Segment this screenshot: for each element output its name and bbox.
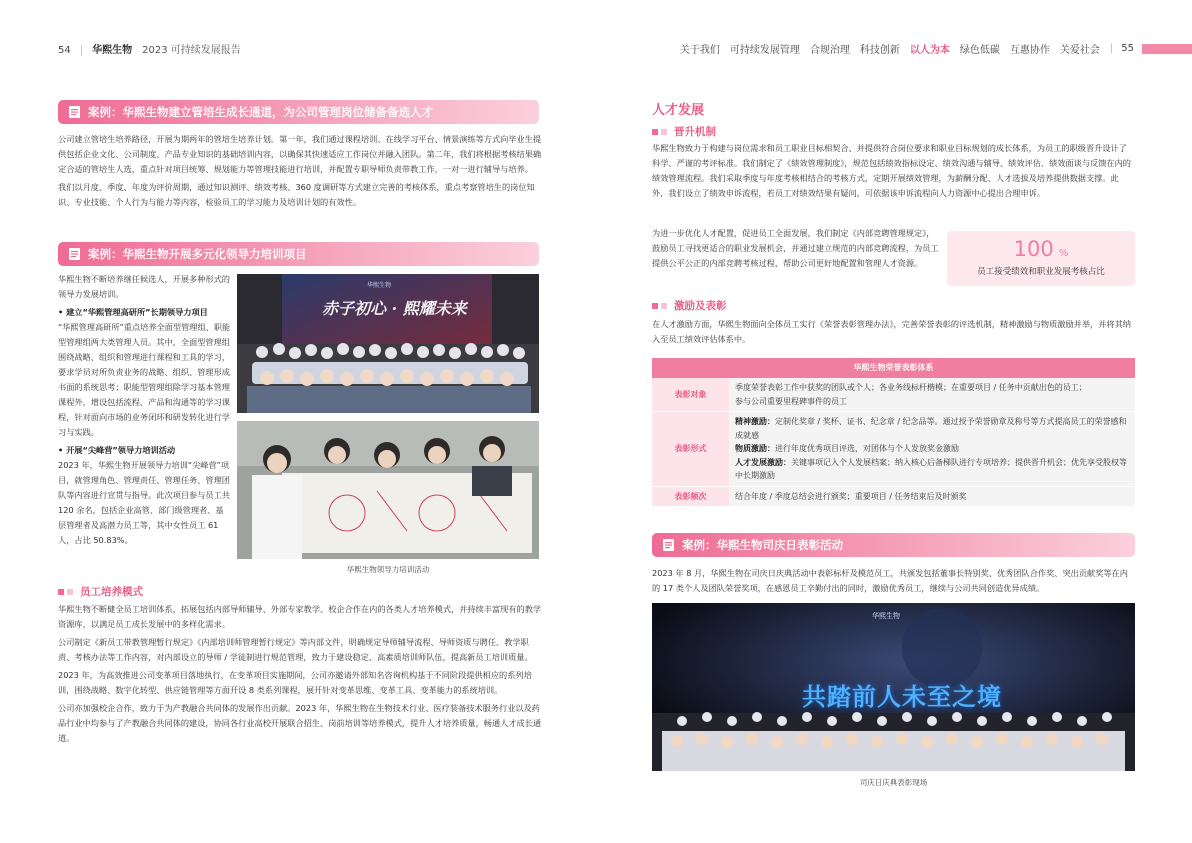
page-header-left: 54 | 华熙生物 2023 可持续发展报告 [58, 45, 241, 56]
photo-banner-text-3: 共踏前人未至之境 [802, 683, 1002, 711]
promotion-paragraph-1: 华熙生物致力于构建与岗位需求和员工职业目标相契合、并提供符合岗位要求和职业目标规划的成长体系，为员工的职级晋升设计了科学、严谨的考评标准。我们制定了《绩效管理制度》，规范包括绩效指标设定、绩效沟通与辅导、绩效评估、绩效面谈与反馈在内的绩效管理流程。我们采取季度与年度考核相结合的考核方式，定期开展绩效管理，为薪酬分配、人才选拔及培养提供数据支撑。此外，我们设立了绩效申诉流程，若员工对绩效结果有疑问，可依据该申诉流程向人力资源中心提出合理申诉。 [652, 143, 1131, 198]
nav-green[interactable]: 绿色低碳 [959, 45, 1000, 56]
promotion-body [652, 141, 1135, 204]
report-title: 2023 可持续发展报告 [142, 45, 241, 56]
page-number-right: 55 [1121, 43, 1134, 54]
case-title-1: 案例：华熙生物建立管培生成长通道，为公司管理岗位储备备选人才 [88, 105, 433, 119]
award-row-line [735, 490, 1129, 504]
header-accent-bar [1142, 44, 1192, 54]
award-table-row [652, 486, 1135, 507]
award-row-line [735, 381, 1129, 395]
award-table-row [652, 378, 1135, 412]
section-staff-training [58, 584, 143, 599]
reward-paragraph-1: 在人才激励方面，华熙生物面向全体员工实行《荣誉表彰管理办法》，完善荣誉表彰的评选机制，精神激励与物质激励并举，并将其纳入至员工绩效评估体系中。 [652, 319, 1131, 344]
brand-name: 华熙生物 [92, 45, 133, 56]
award-row-label: 表彰形式 [652, 412, 729, 487]
staff-paragraph-4: 公司亦加强校企合作，致力于为产教融合共同体的发展作出贡献。2023 年，华熙生物在生物技术行业、医疗装备技术服务行业以及药品行业中均参与了产教融合共同体的建设，协同各行业高校开展联合招生、岗前培训等培养模式，提升人才培养质量，畅通人才成长通道。 [58, 703, 542, 743]
document-icon [68, 105, 81, 119]
staff-paragraph-2: 公司制定《新员工带教管理暂行规定》《内部培训师管理暂行规定》等内部文件，明确规定导师辅导流程、导师资质与聘任、教学职责、考核办法等工作内容，对内部设立的导师 / 学徒制进行规范管理，致力于建设稳定、高素质培训师队伍，提高新员工培训质量。 [58, 637, 533, 662]
case2-bullet-2-text: 2023 年，华熙生物开展领导力培训“尖峰营”项目，就管理角色、管理责任、管理任务、管理团队等内容进行宣贯与指导。此次项目参与员工共 120 余名，包括企业高管、部门级管理者、基层管理者及高潜力员工等，其中女性员工 61 人，占比 50.83%。 [58, 460, 230, 545]
photo-caption-1: 华熙生物领导力培训活动 [346, 565, 430, 574]
promotion-paragraph-2: 为进一步优化人才配置，促进员工全面发展，我们制定《内部竞聘管理规定》，鼓励员工寻找更适合的职业发展机会，并通过建立规范的内部竞聘流程，为员工提供公平公正的内部竞聘考核过程，帮助公司更好地配置和管理人才资源。 [652, 228, 939, 268]
case2-bullet-1-text: “华熙管理高研所”重点培养全面型管理组、职能型管理组两大类管理人员。其中，全面型管理组围绕战略、组织和管理进行课程和工具的学习，要求学员对所负责业务的战略、组织、管理形成书面的系统思考；职能型管理组除学习基本管理课程外，增设包括流程、产品和沟通等的学习课程，针对面向市场的业务闭环和研发转化进行学习与实践。 [58, 322, 231, 437]
award-table-heading: 华熙生物荣誉表彰体系 [652, 358, 1135, 378]
promotion-body-2 [652, 226, 940, 274]
case-title-3: 案例：华熙生物司庆日表彰活动 [682, 538, 843, 552]
section-nav: 关于我们 可持续发展管理 合规治理 科技创新 以人为本 绿色低碳 互惠协作 关爱社会 | 55 [670, 41, 1192, 56]
nav-about[interactable]: 关于我们 [679, 45, 720, 56]
document-icon [662, 538, 675, 552]
nav-governance[interactable]: 合规治理 [809, 45, 850, 56]
nav-innovation[interactable]: 科技创新 [859, 45, 900, 56]
award-row-line [735, 456, 1129, 483]
award-row-label: 表彰对象 [652, 378, 729, 412]
case2-intro: 华熙生物不断培养继任候选人，开展多种形式的领导力发展培训。 [58, 274, 230, 299]
stat-unit: % [1058, 248, 1069, 259]
photo-logo-3: 华熙生物 [872, 612, 900, 620]
case-banner-1 [58, 100, 539, 124]
award-line-text: 关键事项记入个人发展档案；纳入核心后备梯队进行专项培养；提供晋升机会；优先享受股权等中长期激励 [735, 457, 1127, 480]
anniversary-photo [652, 603, 1135, 771]
case2-body [58, 272, 231, 551]
stat-value: 100 [1013, 237, 1054, 261]
award-line-lead: 物质激励： [735, 444, 775, 453]
case-title-2: 案例：华熙生物开展多元化领导力培训项目 [88, 247, 307, 261]
photo-logo-1: 华熙生物 [367, 282, 392, 289]
staff-body [58, 602, 542, 749]
leadership-workshop-photo [237, 421, 539, 559]
award-line-text: 结合年度 / 季度总结会进行颁奖；重要项目 / 任务结束后及时颁奖 [735, 491, 967, 501]
case3-paragraph-1: 2023 年 8 月，华熙生物在司庆日庆典活动中表彰标杆及模范员工，共颁发包括董事长特别奖、优秀团队合作奖、突出贡献奖等在内的 17 类个人及团队荣誉奖项，在感恩员工辛勤付出的同时，激励优秀员工，继续与公司共同创造优异成绩。 [652, 568, 1128, 593]
case3-body [652, 566, 1135, 599]
award-row-label: 表彰频次 [652, 486, 729, 507]
nav-society[interactable]: 关爱社会 [1059, 45, 1100, 56]
nav-collaboration[interactable]: 互惠协作 [1009, 45, 1050, 56]
document-icon [68, 247, 81, 261]
award-row-content [729, 378, 1135, 412]
reward-body [652, 317, 1135, 350]
section-title-staff: 员工培养模式 [80, 586, 143, 598]
award-row-line [735, 415, 1129, 442]
award-line-lead: 人才发展激励： [735, 457, 791, 467]
section-reward [652, 298, 727, 313]
page-number-left: 54 [58, 45, 71, 56]
award-line-lead: 精神激励： [735, 417, 775, 426]
case-banner-3 [652, 533, 1135, 557]
case2-bullet-1-title: • 建立“华熙管理高研所”长期领导力项目 [58, 307, 208, 317]
award-table-body [652, 378, 1135, 507]
award-table [652, 358, 1135, 507]
section-promotion [652, 124, 716, 139]
award-line-text: 进行年度优秀项目评选，对团体与个人发放奖金激励 [775, 444, 959, 453]
award-line-text: 参与公司重要里程碑事件的员工 [735, 396, 847, 406]
stat-label: 员工接受绩效和职业发展考核占比 [977, 267, 1105, 277]
section-title-promotion: 晋升机制 [674, 126, 716, 138]
award-row-line [735, 395, 1129, 409]
nav-sustainability[interactable]: 可持续发展管理 [729, 45, 800, 56]
case1-paragraph-2: 我们以月度、季度、年度为评价周期，通过知识测评、绩效考核、360 度调研等方式建立完善的考核体系，重点考察管培生的岗位知识、专业技能、个人行为与能力等内容，检验员工的学习能力及培训计划的有效性。 [58, 182, 535, 207]
award-line-text: 季度荣誉表彰工作中获奖的团队或个人；各业务线标杆楷模；在重要项目 / 任务中贡献出色的员工； [735, 383, 1087, 392]
staff-paragraph-3: 2023 年，为高效推进公司变革项目落地执行，在变革项目实施期间，公司亦邀请外部知名咨询机构基于不同阶段提供相应的系列培训，围绕战略、数字化转型、供应链管理等方面开设 8 类系列课程，展开针对变革思维、变革工具、变革能力的系统培训。 [58, 670, 532, 695]
group-photo-graphic [237, 274, 539, 413]
workshop-photo-graphic [237, 421, 539, 559]
leadership-group-photo [237, 274, 539, 413]
award-table-row [652, 412, 1135, 487]
award-row-line [735, 442, 1129, 456]
nav-people[interactable]: 以人为本 [909, 45, 950, 56]
staff-paragraph-1: 华熙生物不断健全员工培训体系，拓展包括内部导师辅导、外部专家教学、校企合作在内的各类人才培养模式，并持续丰富现有的教学资源库，以满足员工成长发展中的多样化需求。 [58, 604, 542, 629]
stat-card [947, 231, 1135, 286]
case1-body [58, 132, 542, 213]
award-line-text: 定制化奖章 / 奖杯、证书、纪念章 / 纪念品等。通过授予荣誉勋章及称号等方式提高员工的荣誉感和成就感 [735, 417, 1127, 440]
case2-bullet-2-title: • 开展“尖峰营”领导力培训活动 [58, 445, 176, 455]
section-title-reward: 激励及表彰 [674, 300, 727, 312]
main-section-title: 人才发展 [652, 103, 705, 118]
photo-caption-3: 司庆日庆典表彰现场 [859, 778, 928, 787]
award-row-content [729, 412, 1135, 487]
photo-banner-text-1: 赤子初心 · 熙耀未来 [322, 299, 467, 318]
case1-paragraph-1: 公司建立管培生培养路径，开展为期两年的管培生培养计划。第一年，我们通过课程培训、在线学习平台、情景演练等方式向毕业生提供包括企业文化、公司制度、产品专业知识的基础培训内容，以确保其快速适应工作岗位并融入团队。第二年，我们将根据考核结果确定合适的管培生人选，重点针对项目统筹、规划能力等管理技能进行培训，并配置专职导师负责带教工作，一对一进行辅导与培养。 [58, 134, 542, 174]
award-row-content [729, 486, 1135, 507]
case-banner-2 [58, 242, 539, 266]
